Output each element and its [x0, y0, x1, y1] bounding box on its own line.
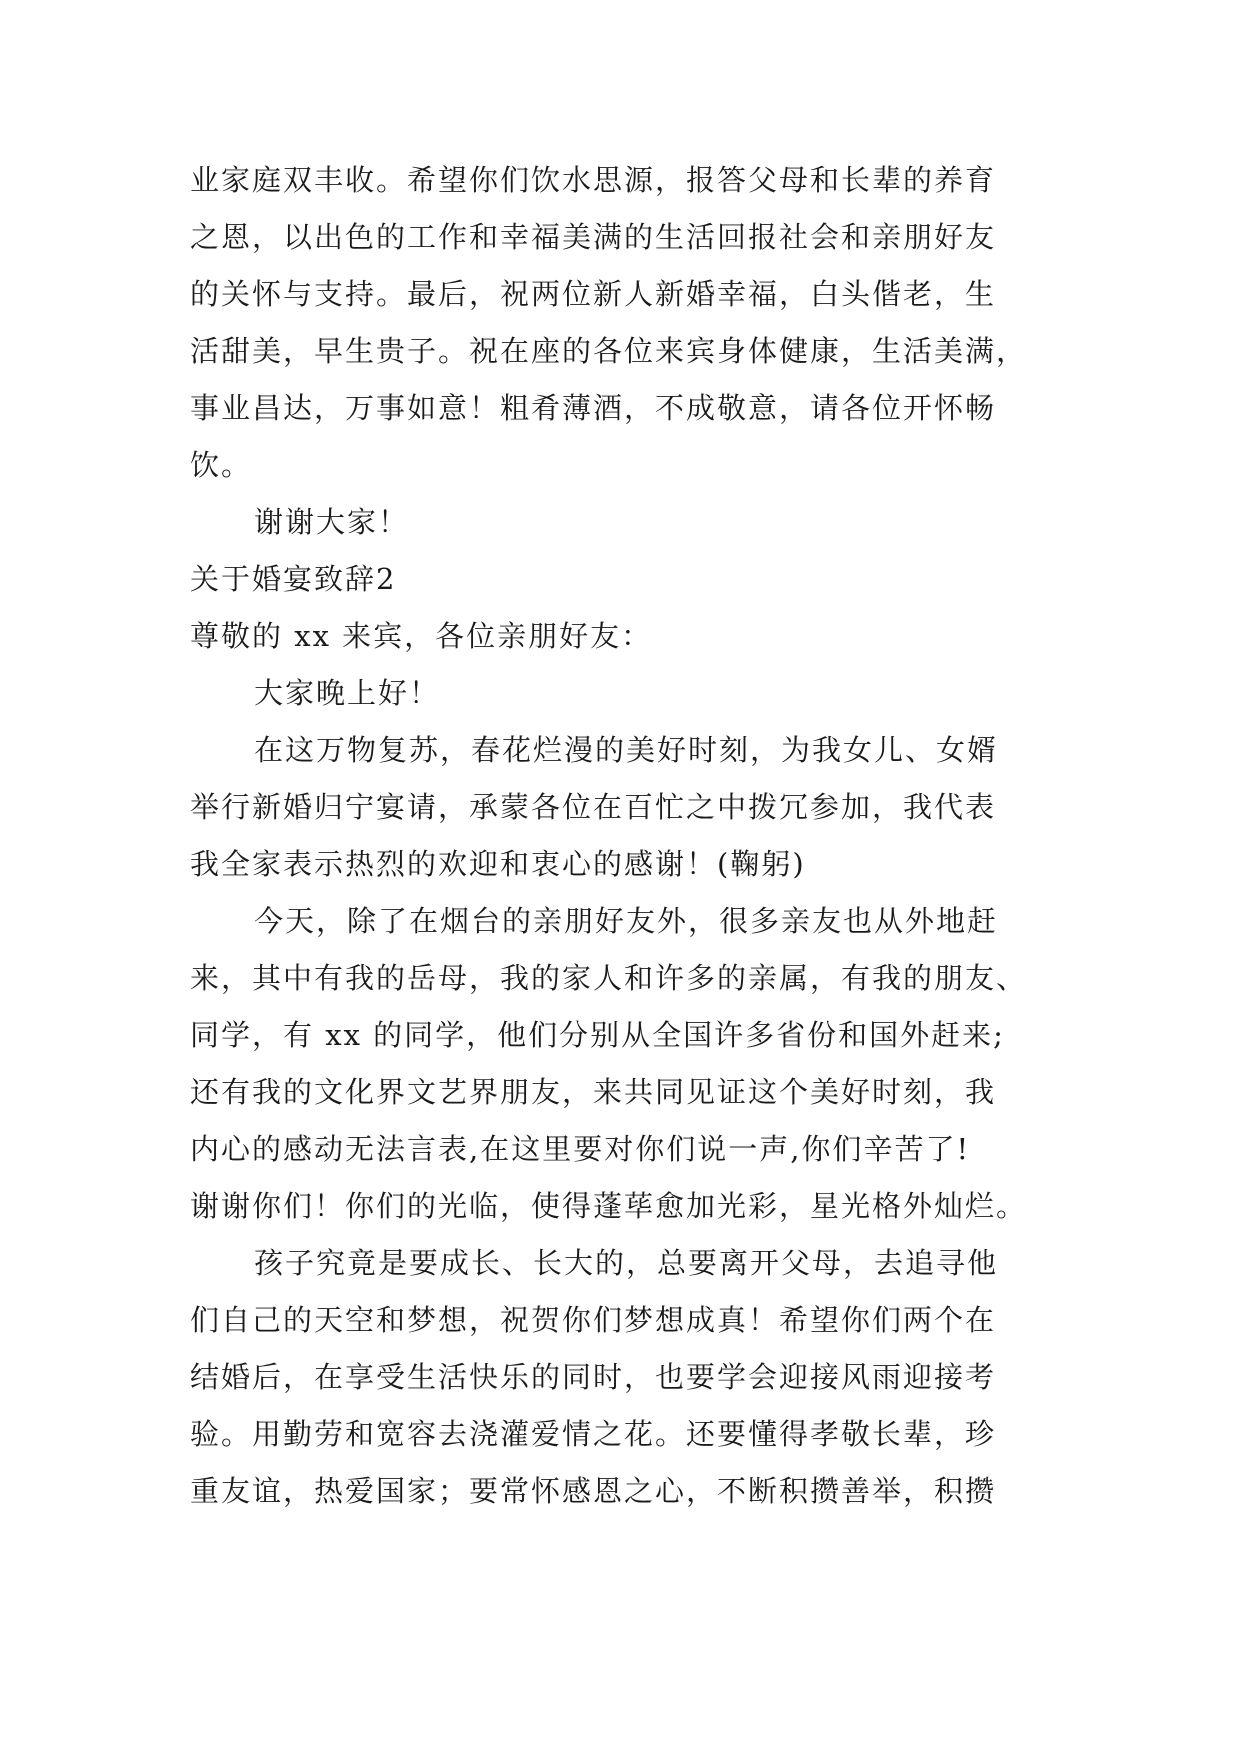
text-line: 饮。 [190, 448, 253, 482]
text-line: 的关怀与支持。最后，祝两位新人新婚幸福，白头偕老，生 [190, 277, 997, 311]
text-line: 今天，除了在烟台的亲朋好友外，很多亲友也从外地赶 [254, 904, 999, 938]
text-line: 谢谢大家！ [254, 505, 410, 539]
text-line: 之恩，以出色的工作和幸福美满的生活回报社会和亲朋好友 [190, 220, 997, 254]
text-line: 尊敬的 xx 来宾，各位亲朋好友： [190, 619, 653, 653]
document-body [190, 152, 1060, 1520]
text-line: 谢谢你们！你们的光临，使得蓬荜愈加光彩，星光格外灿烂。 [190, 1189, 1028, 1223]
text-line: 来，其中有我的岳母，我的家人和许多的亲属，有我的朋友、 [190, 961, 1028, 995]
text-line: 活甜美，早生贵子。祝在座的各位来宾身体健康，生活美满， [190, 334, 1028, 368]
text-line: 们自己的天空和梦想，祝贺你们梦想成真！希望你们两个在 [190, 1303, 997, 1337]
text-line: 大家晚上好！ [254, 676, 441, 710]
text-line: 我全家表示热烈的欢迎和衷心的感谢！(鞠躬) [190, 847, 806, 881]
text-line: 举行新婚归宁宴请，承蒙各位在百忙之中拨冗参加，我代表 [190, 790, 997, 824]
text-line: 事业昌达，万事如意！粗肴薄酒，不成敬意，请各位开怀畅 [190, 391, 997, 425]
text-line: 结婚后，在享受生活快乐的同时，也要学会迎接风雨迎接考 [190, 1360, 997, 1394]
text-line: 内心的感动无法言表,在这里要对你们说一声,你们辛苦了! [190, 1132, 971, 1166]
text-line: 重友谊，热爱国家；要常怀感恩之心，不断积攒善举，积攒 [190, 1474, 997, 1508]
text-line: 业家庭双丰收。希望你们饮水思源，报答父母和长辈的养育 [190, 163, 997, 197]
text-line: 验。用勤劳和宽容去浇灌爱情之花。还要懂得孝敬长辈，珍 [190, 1417, 997, 1451]
section-heading: 关于婚宴致辞2 [190, 562, 397, 596]
text-line: 还有我的文化界文艺界朋友，来共同见证这个美好时刻，我 [190, 1075, 997, 1109]
text-line: 孩子究竟是要成长、长大的，总要离开父母，去追寻他 [254, 1246, 999, 1280]
text-line: 在这万物复苏，春花烂漫的美好时刻，为我女儿、女婿 [254, 733, 999, 767]
text-line: 同学，有 xx 的同学，他们分别从全国许多省份和国外赶来; [190, 1018, 1005, 1052]
